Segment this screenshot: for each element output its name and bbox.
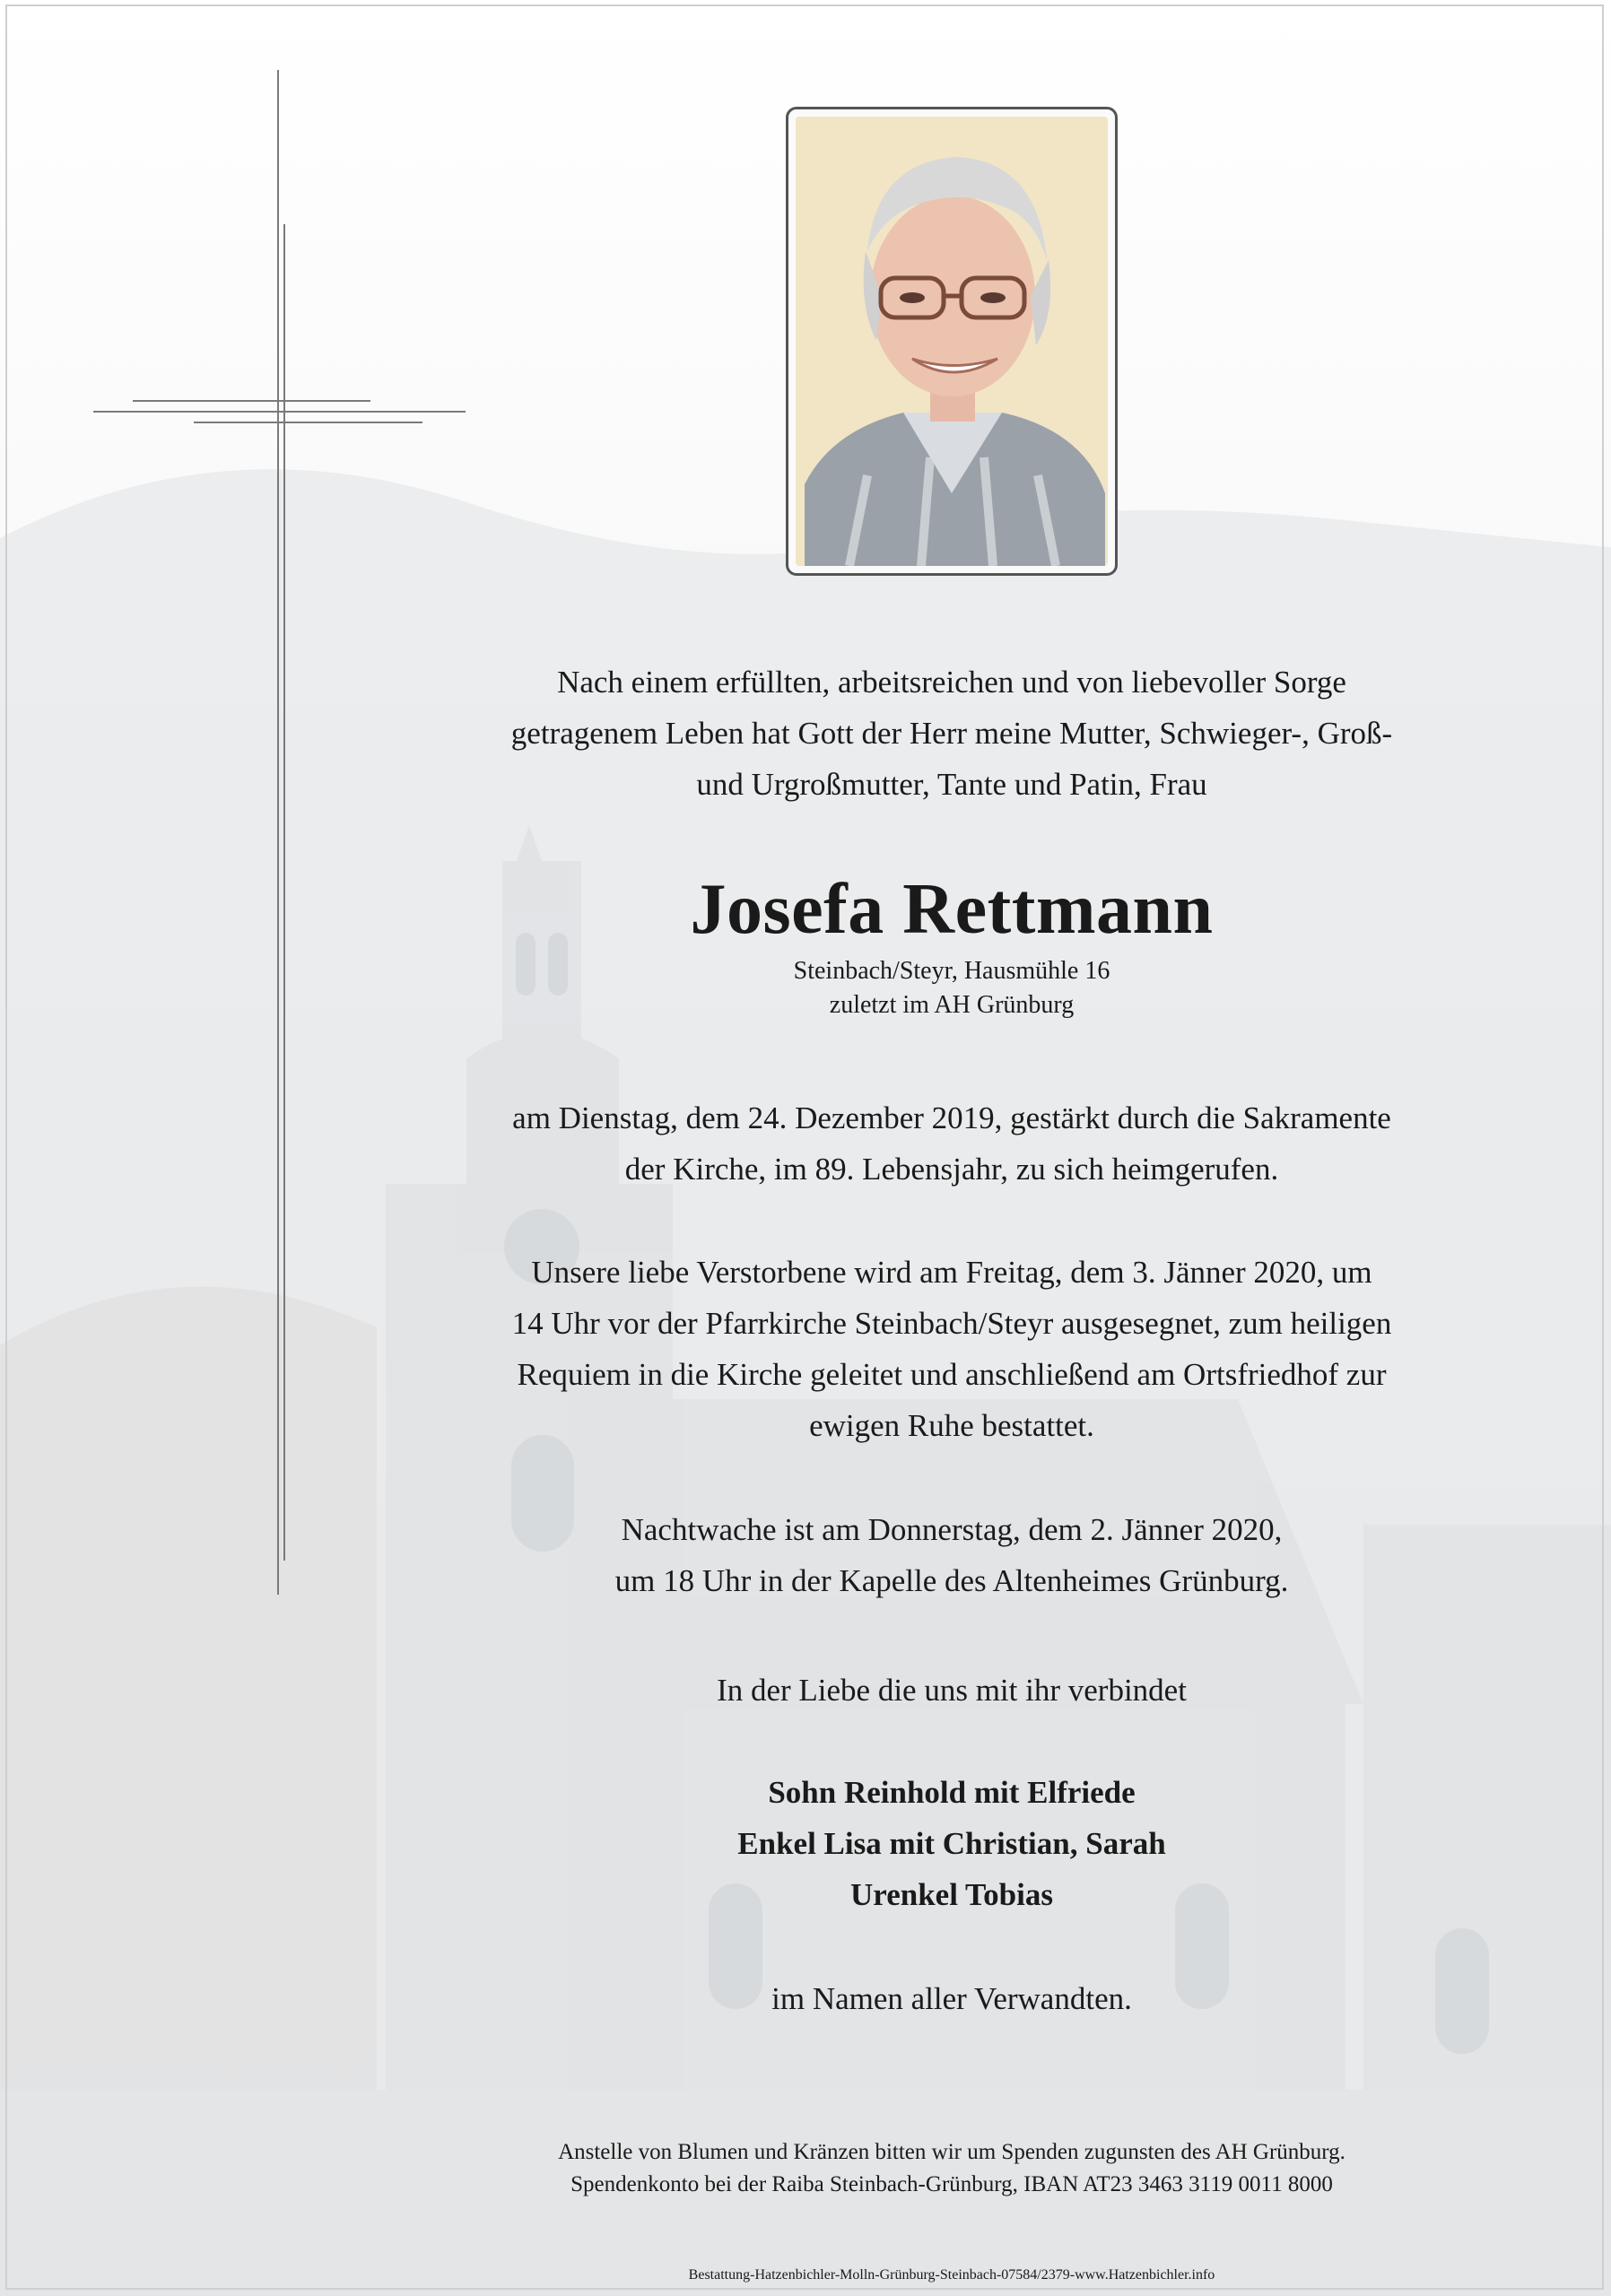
family-line: Sohn Reinhold mit Elfriede — [768, 1775, 1136, 1810]
portrait-photo — [786, 107, 1118, 576]
funeral-line: Requiem in die Kirche geleitet und anschließend am Ortsfriedhof zur — [517, 1357, 1387, 1392]
intro-line: getragenem Leben hat Gott der Herr meine Mutter, Schwieger-, Groß- — [510, 716, 1393, 751]
relatives-line: im Namen aller Verwandten. — [771, 1981, 1132, 2016]
deceased-name: Josefa Rettmann — [690, 870, 1214, 949]
funeral-line: Unsere liebe Verstorbene wird am Freitag, dem 3. Jänner 2020, um — [531, 1255, 1372, 1290]
deceased-last-residence: zuletzt im AH Grünburg — [829, 991, 1075, 1019]
portrait-image — [796, 117, 1108, 566]
donation-line: Spendenkonto bei der Raiba Steinbach-Grünburg, IBAN AT23 3463 3119 0011 8000 — [570, 2172, 1333, 2196]
vigil-line: Nachtwache ist am Donnerstag, dem 2. Jänner 2020, — [621, 1512, 1283, 1547]
footer-funeral-home: Bestattung-Hatzenbichler-Molln-Grünburg-Steinbach-07584/2379-www.Hatzenbichler.info — [688, 2267, 1215, 2283]
deceased-address: Steinbach/Steyr, Hausmühle 16 — [793, 957, 1110, 985]
family-line: Enkel Lisa mit Christian, Sarah — [737, 1826, 1166, 1861]
death-notice-line: am Dienstag, dem 24. Dezember 2019, gestärkt durch die Sakramente — [512, 1100, 1391, 1135]
funeral-line: ewigen Ruhe bestattet. — [809, 1408, 1094, 1443]
intro-line: Nach einem erfüllten, arbeitsreichen und von liebevoller Sorge — [557, 665, 1346, 700]
intro-line: und Urgroßmutter, Tante und Patin, Frau — [696, 767, 1207, 802]
funeral-line: 14 Uhr vor der Pfarrkirche Steinbach/Steyr ausgesegnet, zum heiligen — [511, 1306, 1392, 1341]
vigil-line: um 18 Uhr in der Kapelle des Altenheimes Grünburg. — [614, 1563, 1289, 1598]
family-line: Urenkel Tobias — [850, 1877, 1053, 1912]
death-notice-line: der Kirche, im 89. Lebensjahr, zu sich heimgerufen. — [624, 1152, 1279, 1187]
closing-line: In der Liebe die uns mit ihr verbindet — [717, 1673, 1187, 1708]
donation-line: Anstelle von Blumen und Kränzen bitten wir um Spenden zugunsten des AH Grünburg. — [558, 2140, 1345, 2164]
